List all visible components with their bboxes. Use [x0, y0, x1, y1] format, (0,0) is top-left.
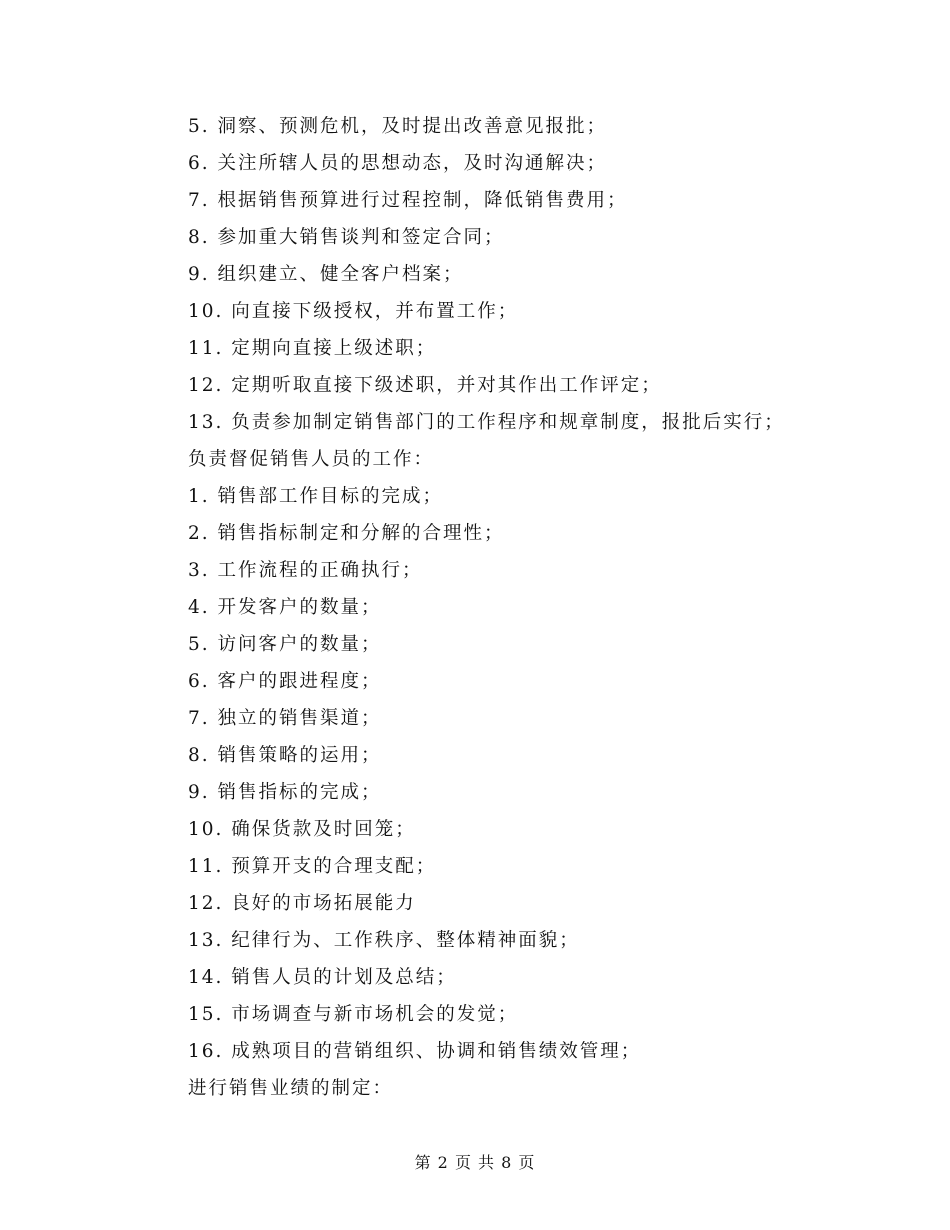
text-line: 4. 开发客户的数量；	[188, 597, 382, 618]
text-line: 13. 纪律行为、工作秩序、整体精神面貌；	[188, 930, 580, 951]
text-line: 2. 销售指标制定和分解的合理性；	[188, 523, 505, 544]
text-line: 5. 洞察、预测危机，及时提出改善意见报批；	[188, 116, 608, 137]
text-line: 6. 客户的跟进程度；	[188, 671, 382, 692]
text-line: 15. 市场调查与新市场机会的发觉；	[188, 1004, 519, 1025]
text-line: 7. 根据销售预算进行过程控制，降低销售费用；	[188, 190, 628, 211]
text-line: 8. 参加重大销售谈判和签定合同；	[188, 227, 505, 248]
text-line: 9. 组织建立、健全客户档案；	[188, 264, 464, 285]
text-line: 6. 关注所辖人员的思想动态，及时沟通解决；	[188, 153, 608, 174]
text-line: 12. 定期听取直接下级述职，并对其作出工作评定；	[188, 375, 662, 396]
text-line: 8. 销售策略的运用；	[188, 745, 382, 766]
text-line: 11. 定期向直接上级述职；	[188, 338, 437, 359]
text-line: 16. 成熟项目的营销组织、协调和销售绩效管理；	[188, 1041, 642, 1062]
section-heading: 负责督促销售人员的工作：	[188, 449, 435, 470]
text-line: 3. 工作流程的正确执行；	[188, 560, 423, 581]
text-line: 1. 销售部工作目标的完成；	[188, 486, 444, 507]
page-number-footer: 第 2 页 共 8 页	[414, 1153, 536, 1172]
text-line: 10. 确保货款及时回笼；	[188, 819, 416, 840]
text-line: 11. 预算开支的合理支配；	[188, 856, 437, 877]
text-line: 9. 销售指标的完成；	[188, 782, 382, 803]
document-body	[188, 108, 888, 1107]
text-line: 13. 负责参加制定销售部门的工作程序和规章制度，报批后实行；	[188, 412, 785, 433]
text-line: 12. 良好的市场拓展能力	[188, 893, 416, 914]
text-line: 14. 销售人员的计划及总结；	[188, 967, 457, 988]
section-heading: 进行销售业绩的制定：	[188, 1078, 394, 1099]
text-line: 7. 独立的销售渠道；	[188, 708, 382, 729]
text-line: 5. 访问客户的数量；	[188, 634, 382, 655]
text-line: 10. 向直接下级授权，并布置工作；	[188, 301, 519, 322]
